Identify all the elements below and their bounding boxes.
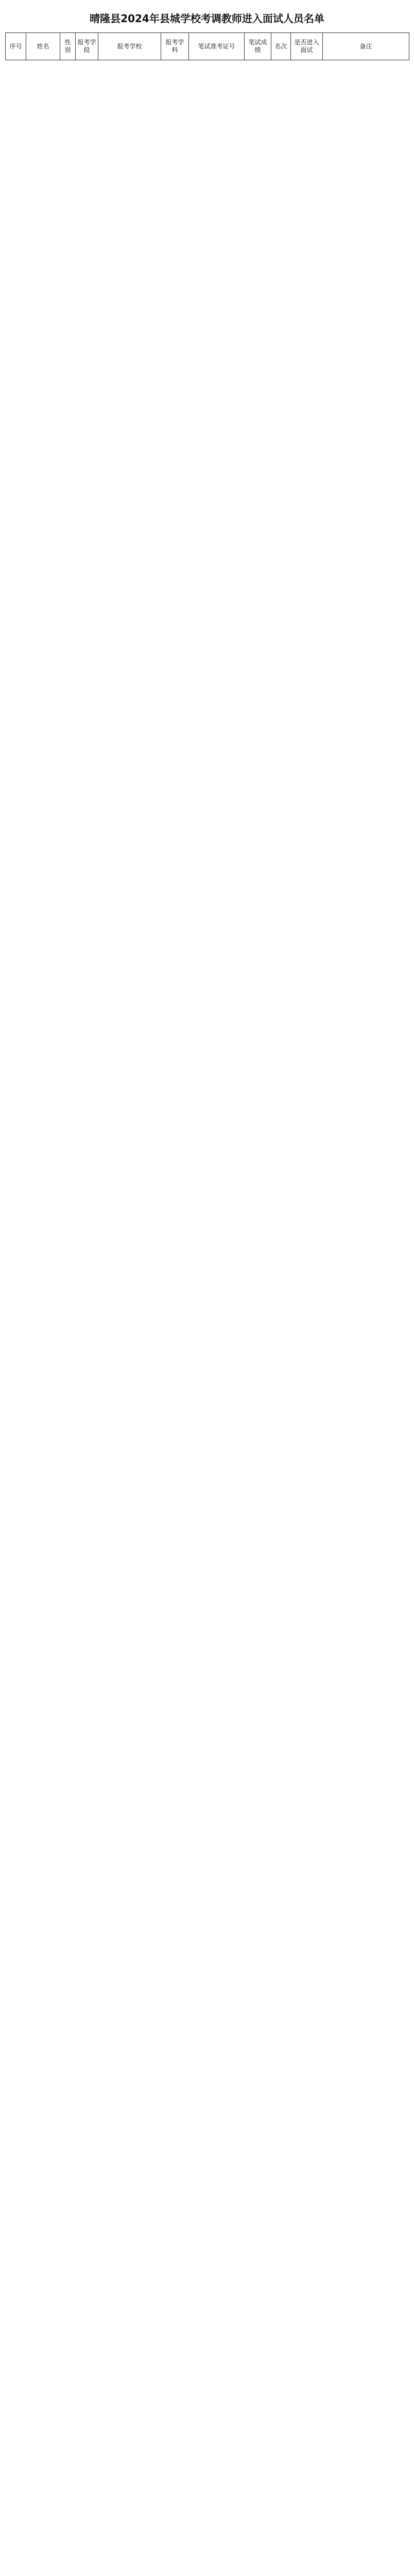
header-rank: 名次: [271, 33, 291, 60]
header-subject: 报考学科: [161, 33, 189, 60]
document-page: [0, 0, 414, 71]
header-ticket: 笔试准考证号: [189, 33, 245, 60]
header-number: 序号: [6, 33, 26, 60]
header-stage: 报考学段: [76, 33, 98, 60]
header-interview: 是否进入面试: [291, 33, 323, 60]
document-title: 晴隆县2024年县城学校考调教师进入面试人员名单: [90, 12, 324, 25]
header-score: 笔试成绩: [245, 33, 271, 60]
header-note: 备注: [323, 33, 409, 60]
header-gender: 性别: [60, 33, 76, 60]
table-header-row: [6, 33, 409, 60]
header-name: 姓名: [26, 33, 60, 60]
header-school: 报考学校: [98, 33, 161, 60]
candidate-table: [5, 32, 409, 60]
